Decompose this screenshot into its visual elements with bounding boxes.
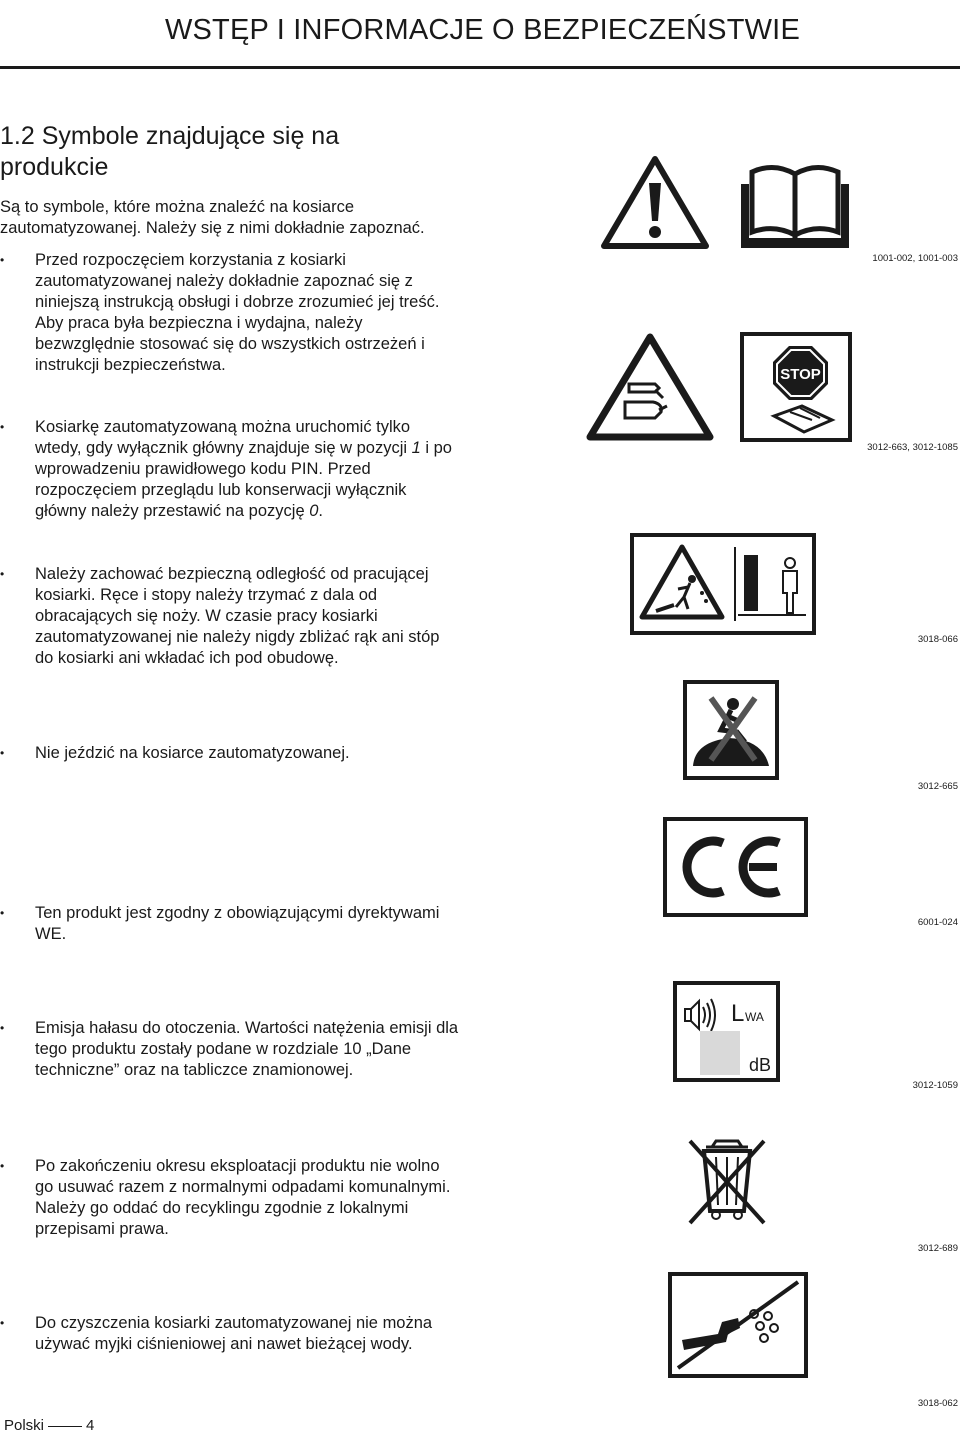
item-text: Przed rozpoczęciem korzystania z kosiarki zautomatyzowanej należy dokładnie zapoznać się z niniejszą instrukcją obsługi i dobrze zrozumieć jej treść. Aby praca była bezpieczna i wydajna, należy bezwzględnie stosować się do wszystkich ostrzeżeń i instrukcji bezpieczeństwa. xyxy=(35,251,440,374)
page-title: WSTĘP I INFORMACJE O BEZPIECZEŃSTWIE xyxy=(164,14,800,46)
symbol-code: 3018-062 xyxy=(917,1398,958,1409)
item-text: Emisja hałasu do otoczenia. Wartości natężenia emisji dla tego produktu zostały podane w rozdziale 10 „Dane techniczne” oraz na tabliczce znamionowej. xyxy=(35,1019,459,1079)
noise-level-icon xyxy=(673,981,780,1082)
bullet: • xyxy=(0,746,5,760)
svg-text:dB: dB xyxy=(749,1055,772,1075)
bullet: • xyxy=(0,1159,5,1173)
symbol-code: 3012-665 xyxy=(917,781,958,792)
no-pressure-washer-icon xyxy=(668,1272,808,1378)
footer-divider xyxy=(48,1426,82,1427)
warning-triangle-icon xyxy=(600,155,710,250)
svg-text:WA: WA xyxy=(745,1010,764,1024)
section-intro: Są to symbole, które można znaleźć na kosiarce zautomatyzowanej. Należy się z nimi dokładnie zapoznać. xyxy=(0,198,425,237)
symbol-code: 3012-689 xyxy=(917,1243,958,1254)
stop-sign-icon xyxy=(740,332,852,442)
page-number: 4 xyxy=(86,1417,95,1434)
bullet: • xyxy=(0,420,5,434)
bullet: • xyxy=(0,1316,5,1330)
hand-warning-icon xyxy=(585,332,715,442)
page-header xyxy=(0,0,960,69)
svg-text:STOP: STOP xyxy=(780,366,821,383)
footer-language: Polski xyxy=(4,1417,45,1434)
thrown-objects-warning-icon xyxy=(630,533,816,635)
manual-book-icon xyxy=(738,162,852,250)
symbol-code: 3012-663, 3012-1085 xyxy=(867,442,958,453)
symbol-code: 1001-002, 1001-003 xyxy=(872,253,958,264)
item-text: Ten produkt jest zgodny z obowiązującymi dyrektywami WE. xyxy=(35,904,440,943)
svg-text:L: L xyxy=(731,1000,745,1027)
item-text: Do czyszczenia kosiarki zautomatyzowanej nie można używać myjki ciśnieniowej ani nawet bieżącej wody. xyxy=(35,1314,433,1353)
crossed-bin-icon xyxy=(682,1135,772,1230)
item-text: Po zakończeniu okresu eksploatacji produktu nie wolno go usuwać razem z normalnymi odpadami komunalnymi. Należy go oddać do recyklingu zgodnie z lokalnymi przepisami prawa. xyxy=(35,1157,451,1238)
bullet: • xyxy=(0,567,5,581)
item-text: Nie jeździć na kosiarce zautomatyzowanej. xyxy=(35,744,350,762)
page-footer xyxy=(4,1417,94,1434)
bullet: • xyxy=(0,253,5,267)
section-heading: 1.2 Symbole znajdujące się na produkcie xyxy=(0,122,340,181)
symbol-code: 6001-024 xyxy=(917,917,958,928)
ce-mark-icon xyxy=(663,817,808,917)
bullet: • xyxy=(0,1021,5,1035)
item-text: Kosiarkę zautomatyzowaną można uruchomić tylko wtedy, gdy wyłącznik główny znajduje się w pozycji 1 i po wprowadzeniu prawidłowego kodu PIN. Przed rozpoczęciem przeglądu lub konserwacji wyłącznik główny należy przestawić na pozycję 0. xyxy=(35,418,452,520)
no-riding-icon xyxy=(683,680,779,780)
item-text: Należy zachować bezpieczną odległość od pracującej kosiarki. Ręce i stopy należy trzymać z dala od obracających się noży. W czasie pracy kosiarki zautomatyzowanej nie należy nigdy zbliżać rąk ani stóp do kosiarki ani wkładać ich pod obudowę. xyxy=(35,565,440,667)
bullet: • xyxy=(0,906,5,920)
symbol-code: 3012-1059 xyxy=(912,1080,958,1091)
symbol-code: 3018-066 xyxy=(917,634,958,645)
